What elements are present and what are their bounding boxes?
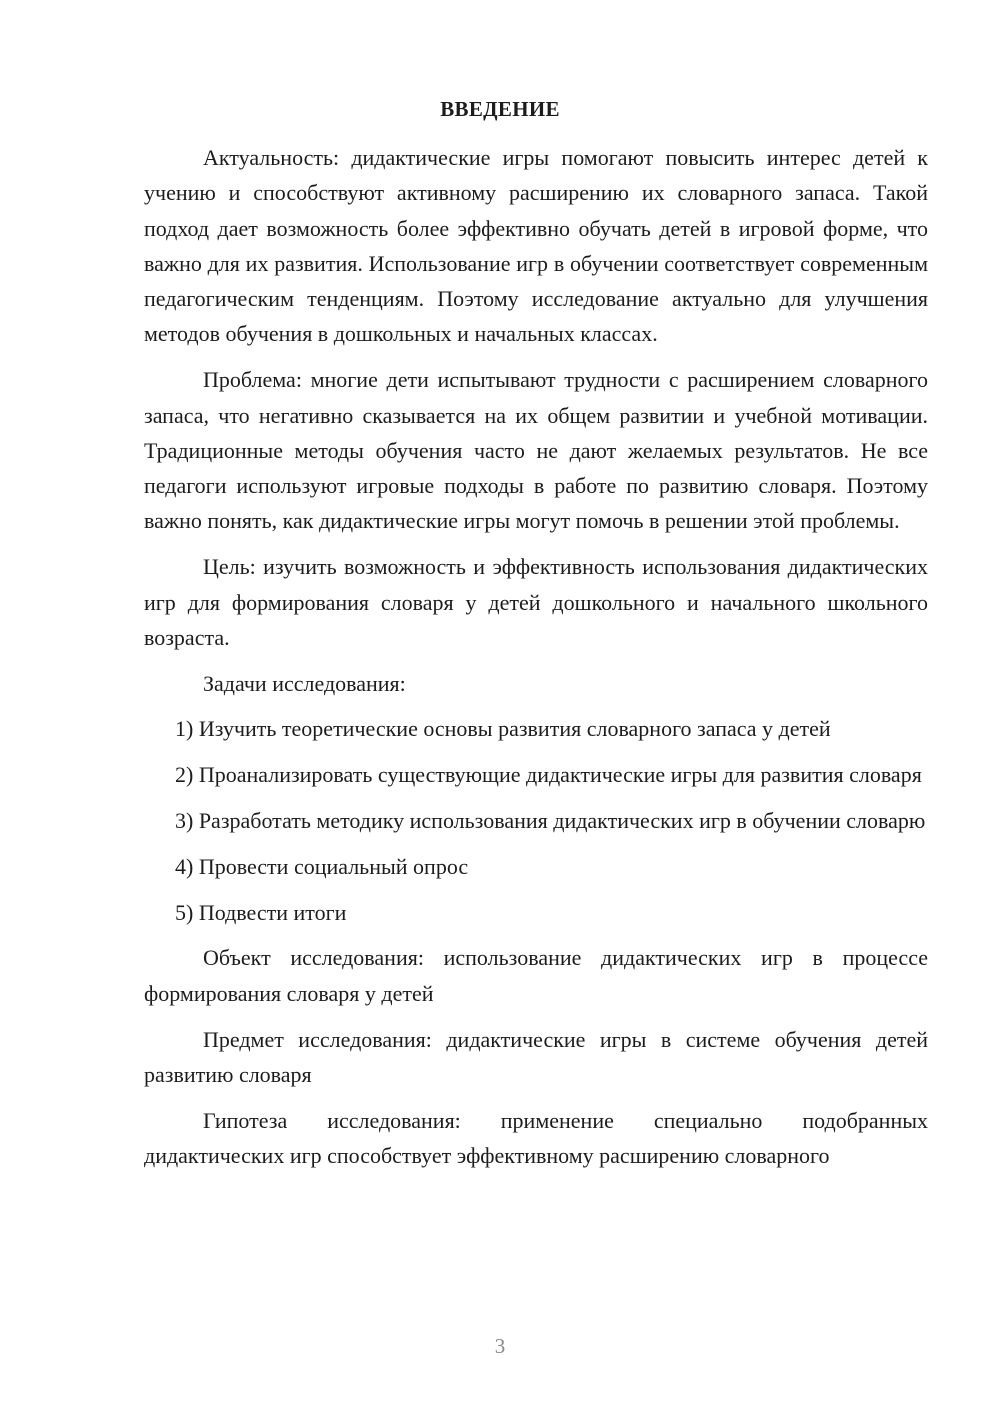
task-item: 1) Изучить теоретические основы развития словарного запаса у детей [175, 716, 831, 742]
tasks-heading: Задачи исследования: [203, 670, 406, 696]
paragraph-goal: Цель: изучить возможность и эффективность использования дидактических игр для формирования словаря у детей дошкольного и начального школьного возраста. [144, 554, 928, 650]
task-item: 3) Разработать методику использования дидактических игр в обучении словарю [175, 808, 926, 834]
paragraph-object: Объект исследования: использование дидактических игр в процессе формирования словаря у детей [144, 945, 928, 1006]
paragraph-subject: Предмет исследования: дидактические игры в системе обучения детей развитию словаря [144, 1026, 928, 1087]
body-text [144, 140, 928, 1184]
task-item: 5) Подвести итоги [175, 899, 347, 925]
paragraph-relevance: Актуальность: дидактические игры помогают повысить интерес детей к учению и способствуют активному расширению их словарного запаса. Такой подход дает возможность более эффективно обучать детей в игровой форме, что важно для их развития. Использование игр в обучении соответствует современным педагогическим тенденциям. Поэтому исследование актуально для улучшения методов обучения в дошкольных и начальных классах. [144, 145, 928, 347]
paragraph-hypothesis: Гипотеза исследования: применение специально подобранных дидактических игр способствует эффективному расширению словарного [144, 1107, 928, 1168]
page-number: 3 [494, 1334, 506, 1358]
task-item: 4) Провести социальный опрос [175, 853, 469, 879]
paragraph-problem: Проблема: многие дети испытывают трудности с расширением словарного запаса, что негативно сказывается на их общем развитии и учебной мотивации. Традиционные методы обучения часто не дают желаемых результатов. Не все педагоги используют игровые подходы в работе по развитию словаря. Поэтому важно понять, как дидактические игры могут помочь в решении этой проблемы. [144, 367, 928, 534]
section-heading: ВВЕДЕНИЕ [440, 97, 560, 121]
task-item: 2) Проанализировать существующие дидактические игры для развития словаря [175, 762, 922, 788]
